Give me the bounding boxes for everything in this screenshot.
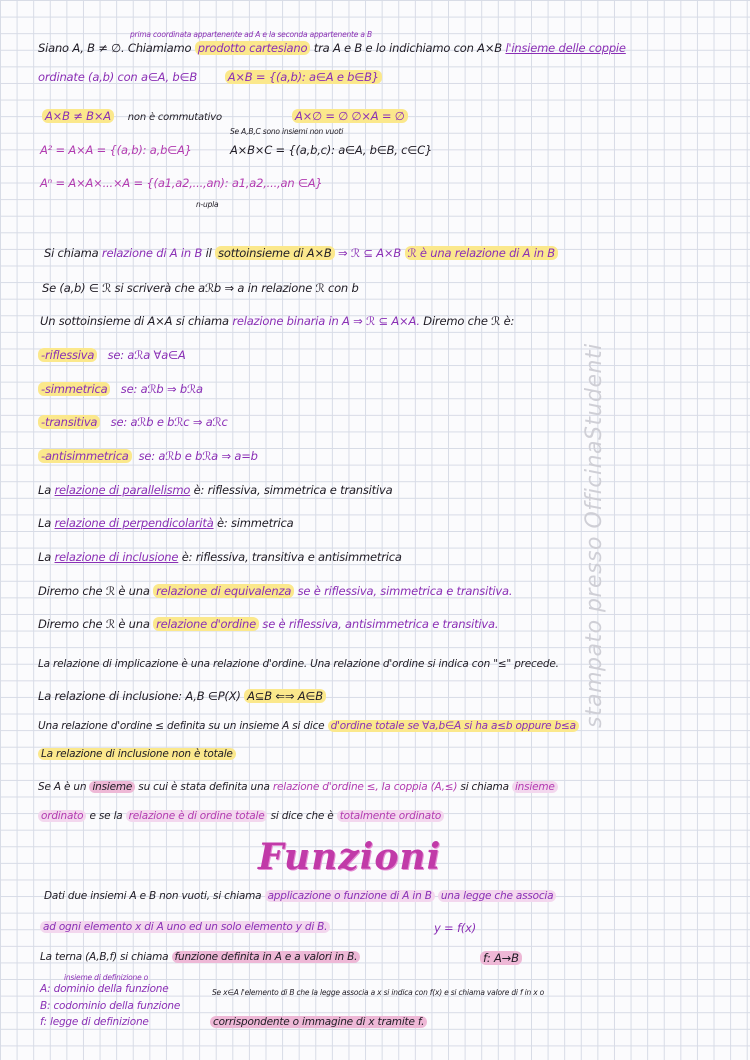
n-upla: n-upla <box>196 200 219 209</box>
riflessiva: -riflessiva se: aℛa ∀a∈A <box>38 348 186 362</box>
legge: f: legge di definizione <box>40 1016 149 1028</box>
immagine: corrispondente o immagine di x tramite f. <box>210 1016 427 1028</box>
codominio: B: codominio della funzione <box>40 1000 181 1012</box>
inclusione-pq: La relazione di inclusione: A,B ∈P(X) A⊆B ⇐⇒ A∈B <box>38 689 326 703</box>
inclusione-non-totale: La relazione di inclusione non è totale <box>38 748 236 760</box>
totalmente-ordinato: ordinato e se la relazione è di ordine totale si dice che è totalmente ordinato <box>38 810 444 822</box>
empty-set: A×∅ = ∅ ∅×A = ∅ <box>292 109 408 123</box>
intro-line-2: ordinate (a,b) con a∈A, b∈B A×B = {(a,b): a∈A e b∈B} <box>38 70 382 84</box>
relazione-notazione: Se (a,b) ∈ ℛ si scriverà che aℛb ⇒ a in relazione ℛ con b <box>42 281 359 295</box>
ordine-totale: Una relazione d'ordine ≤ definita su un insieme A si dice d'ordine totale se ∀a,b∈A si ha a≤b oppure b≤a <box>38 720 579 732</box>
abc-product: A×B×C = {(a,b,c): a∈A, b∈B, c∈C} <box>230 143 433 157</box>
a-squared: A² = A×A = {(a,b): a,b∈A} <box>40 143 192 157</box>
annotation: prima coordinata appartenente ad A e la seconda appartenente a B <box>130 30 372 39</box>
y-fx: y = f(x) <box>434 921 476 935</box>
antisimmetrica: -antisimmetrica se: aℛb e bℛa ⇒ a=b <box>38 449 258 463</box>
funzione-def-2: ad ogni elemento x di A uno ed un solo elemento y di B. <box>40 921 330 933</box>
terna: La terna (A,B,f) si chiama funzione definita in A e a valori in B. <box>40 951 360 963</box>
implicazione: La relazione di implicazione è una relazione d'ordine. Una relazione d'ordine si indica con "≤" precede. <box>38 658 559 670</box>
ordine: Diremo che ℛ è una relazione d'ordine se è riflessiva, antisimmetrica e transitiva. <box>38 617 499 631</box>
noncomm-line: A×B ≠ B×A non è commutativo <box>42 109 222 123</box>
funzioni-title: Funzioni <box>258 836 442 878</box>
watermark: stampato presso OfficinaStudenti <box>582 343 607 728</box>
inclusione: La relazione di inclusione è: riflessiva, transitiva e antisimmetrica <box>38 550 402 564</box>
a-n: Aⁿ = A×A×...×A = {(a1,a2,...,an): a1,a2,...,an ∈A} <box>40 176 323 190</box>
perpendicolarita: La relazione di perpendicolarità è: simmetrica <box>38 516 294 530</box>
relazione-def: Si chiama relazione di A in B il sottoinsieme di A×B ⇒ ℛ ⊆ A×B ℛ è una relazione di A in B <box>44 246 558 260</box>
intro-line-1: Siano A, B ≠ ∅. Chiamiamo prodotto cartesiano tra A e B e lo indichiamo con A×B l'insieme delle coppie <box>38 41 626 55</box>
parallelismo: La relazione di parallelismo è: riflessiva, simmetrica e transitiva <box>38 483 393 497</box>
simmetrica: -simmetrica se: aℛb ⇒ bℛa <box>38 382 203 396</box>
note-def: insieme di definizione o <box>64 973 149 982</box>
equivalenza: Diremo che ℛ è una relazione di equivalenza se è riflessiva, simmetrica e transitiva. <box>38 584 513 598</box>
dominio: A: dominio della funzione <box>40 983 169 995</box>
dominio-note: Se x∈A l'elemento di B che la legge associa a x si indica con f(x) e si chiama valore di f in x o <box>212 988 545 997</box>
funzione-def: Dati due insiemi A e B non vuoti, si chiama applicazione o funzione di A in B una legge che associa <box>44 890 556 902</box>
insieme-ordinato: Se A è un insieme su cui è stata definita una relazione d'ordine ≤, la coppia (A,≤) si chiama insieme <box>38 781 558 793</box>
transitiva: -transitiva se: aℛb e bℛc ⇒ aℛc <box>38 415 228 429</box>
f-a-b: f: A→B <box>480 951 522 965</box>
note-abc: Se A,B,C sono insiemi non vuoti <box>230 127 344 136</box>
relazione-binaria: Un sottoinsieme di A×A si chiama relazione binaria in A ⇒ ℛ ⊆ A×A. Diremo che ℛ è: <box>40 314 515 328</box>
